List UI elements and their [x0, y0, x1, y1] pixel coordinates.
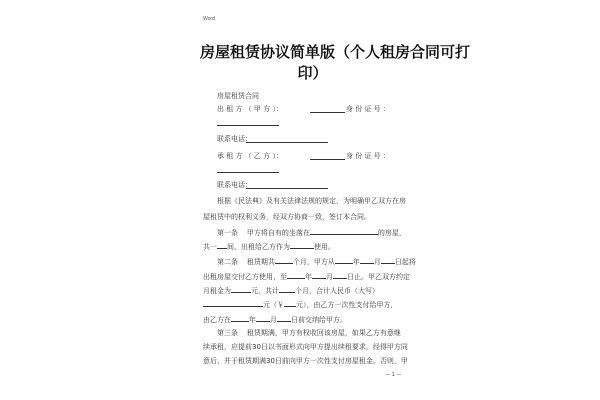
article-2-text: 由乙方在: [203, 316, 231, 324]
article-2-text: 日前交纳给甲方。: [291, 316, 347, 324]
article-2-text: 年: [305, 273, 312, 281]
lessee-name-blank: [310, 159, 345, 160]
article-2-text: 月租金为: [203, 287, 231, 295]
total-rent-words-blank: [203, 298, 263, 307]
monthly-rent-blank: [231, 284, 251, 293]
property-address-blank: [310, 226, 378, 235]
pay-month-blank: [256, 313, 270, 322]
article-2-text: 租赁期共: [246, 258, 275, 266]
article-2-text: 年: [249, 316, 256, 324]
contract-subtitle: 房屋租赁合同: [217, 92, 259, 100]
usage-blank: [290, 240, 314, 249]
article-2-text: 日起将: [394, 258, 416, 266]
article-1-text-b: 的房屋，: [377, 229, 406, 237]
article-3-line-3: 意后，并于租赁期满30日前向甲方一次性支付房屋租金。否则，甲: [203, 357, 408, 365]
lessee-phone-label: 联系电话：: [217, 181, 252, 189]
start-month-blank: [360, 255, 374, 264]
article-3-text: 租赁期满，甲方有权收回该房屋，如果乙方有意继: [246, 329, 401, 337]
article-2-heading: 第二条: [217, 258, 238, 266]
lessor-name-blank: [310, 112, 345, 113]
pay-day-blank: [277, 313, 291, 322]
room-count-blank: [217, 240, 227, 249]
start-year-blank: [335, 255, 353, 264]
pay-year-blank: [231, 313, 249, 322]
article-2-line-4: [203, 298, 398, 310]
article-2-text: 月: [326, 273, 333, 281]
article-2-line-1: [217, 255, 416, 267]
article-2-line-5: [203, 313, 347, 325]
article-2-text: 元，共计: [251, 287, 279, 295]
total-months-blank: [279, 284, 295, 293]
article-1-line-1: [217, 226, 406, 238]
article-2-text: 元（￥: [263, 301, 284, 309]
page-number: — 1 —: [385, 372, 402, 378]
article-2-text: 个月，甲方从: [292, 258, 335, 266]
total-rent-number-blank: [284, 298, 296, 307]
article-2-text: 月: [373, 258, 381, 266]
start-day-blank: [381, 255, 395, 264]
end-day-blank: [333, 270, 347, 279]
header-tag: Word: [203, 16, 215, 22]
end-year-blank: [287, 270, 305, 279]
article-3-line-2: 续承租，应提前30日以书面形式向甲方提出续租要求，经得甲方同: [203, 343, 408, 351]
article-2-text: 个月，合计人民币（大写）: [295, 287, 379, 295]
document-title-line-1: 房屋租赁协议简单版（个人租房合同可打: [200, 43, 471, 61]
article-3-line-1: [217, 328, 401, 338]
lessor-phone-label: 联系电话：: [217, 135, 252, 143]
article-1-text-e: 使用。: [314, 243, 335, 251]
article-1-heading: 第一条: [217, 229, 238, 237]
article-2-text: 年: [352, 258, 360, 266]
preamble-line-1: 根据《民法典》及有关法律法规的规定，为明确甲乙双方在房: [217, 197, 406, 205]
article-2-text: 日止。甲乙双方约定: [347, 273, 410, 281]
end-month-blank: [312, 270, 326, 279]
lessor-id-blank: [217, 125, 279, 126]
article-2-line-2: [203, 270, 410, 282]
lessor-label: 出 租 方 （ 甲 方 ）：: [217, 105, 283, 113]
article-2-text: 月: [270, 316, 277, 324]
preamble-line-2: 屋租赁中的权利义务，经双方协商一致，签订本合同。: [203, 213, 371, 221]
article-2-text: 元），由乙方一次性支付给甲方，: [296, 301, 398, 309]
lessor-phone-blank: [246, 142, 328, 143]
article-3-heading: 第三条: [217, 329, 238, 337]
lessee-label: 承 租 方 （ 乙 方 ）：: [217, 152, 283, 160]
document-title-line-2: 印）: [297, 64, 328, 82]
article-2-text: 出租房屋交付乙方使用，至: [203, 273, 287, 281]
lessee-id-blank: [217, 172, 279, 173]
lessor-id-label: 身 份 证 号 ：: [346, 105, 390, 113]
article-1-text-c: 共一: [203, 243, 217, 251]
lessee-id-label: 身 份 证 号 ：: [346, 152, 390, 160]
article-1-text-a: 甲方将自有的坐落在: [246, 229, 310, 237]
article-1-line-2: [203, 240, 335, 252]
lessee-phone-blank: [246, 188, 328, 189]
lease-months-blank: [275, 255, 293, 264]
article-1-text-d: 间，出租给乙方作为: [227, 243, 290, 251]
article-2-line-3: [203, 284, 379, 296]
